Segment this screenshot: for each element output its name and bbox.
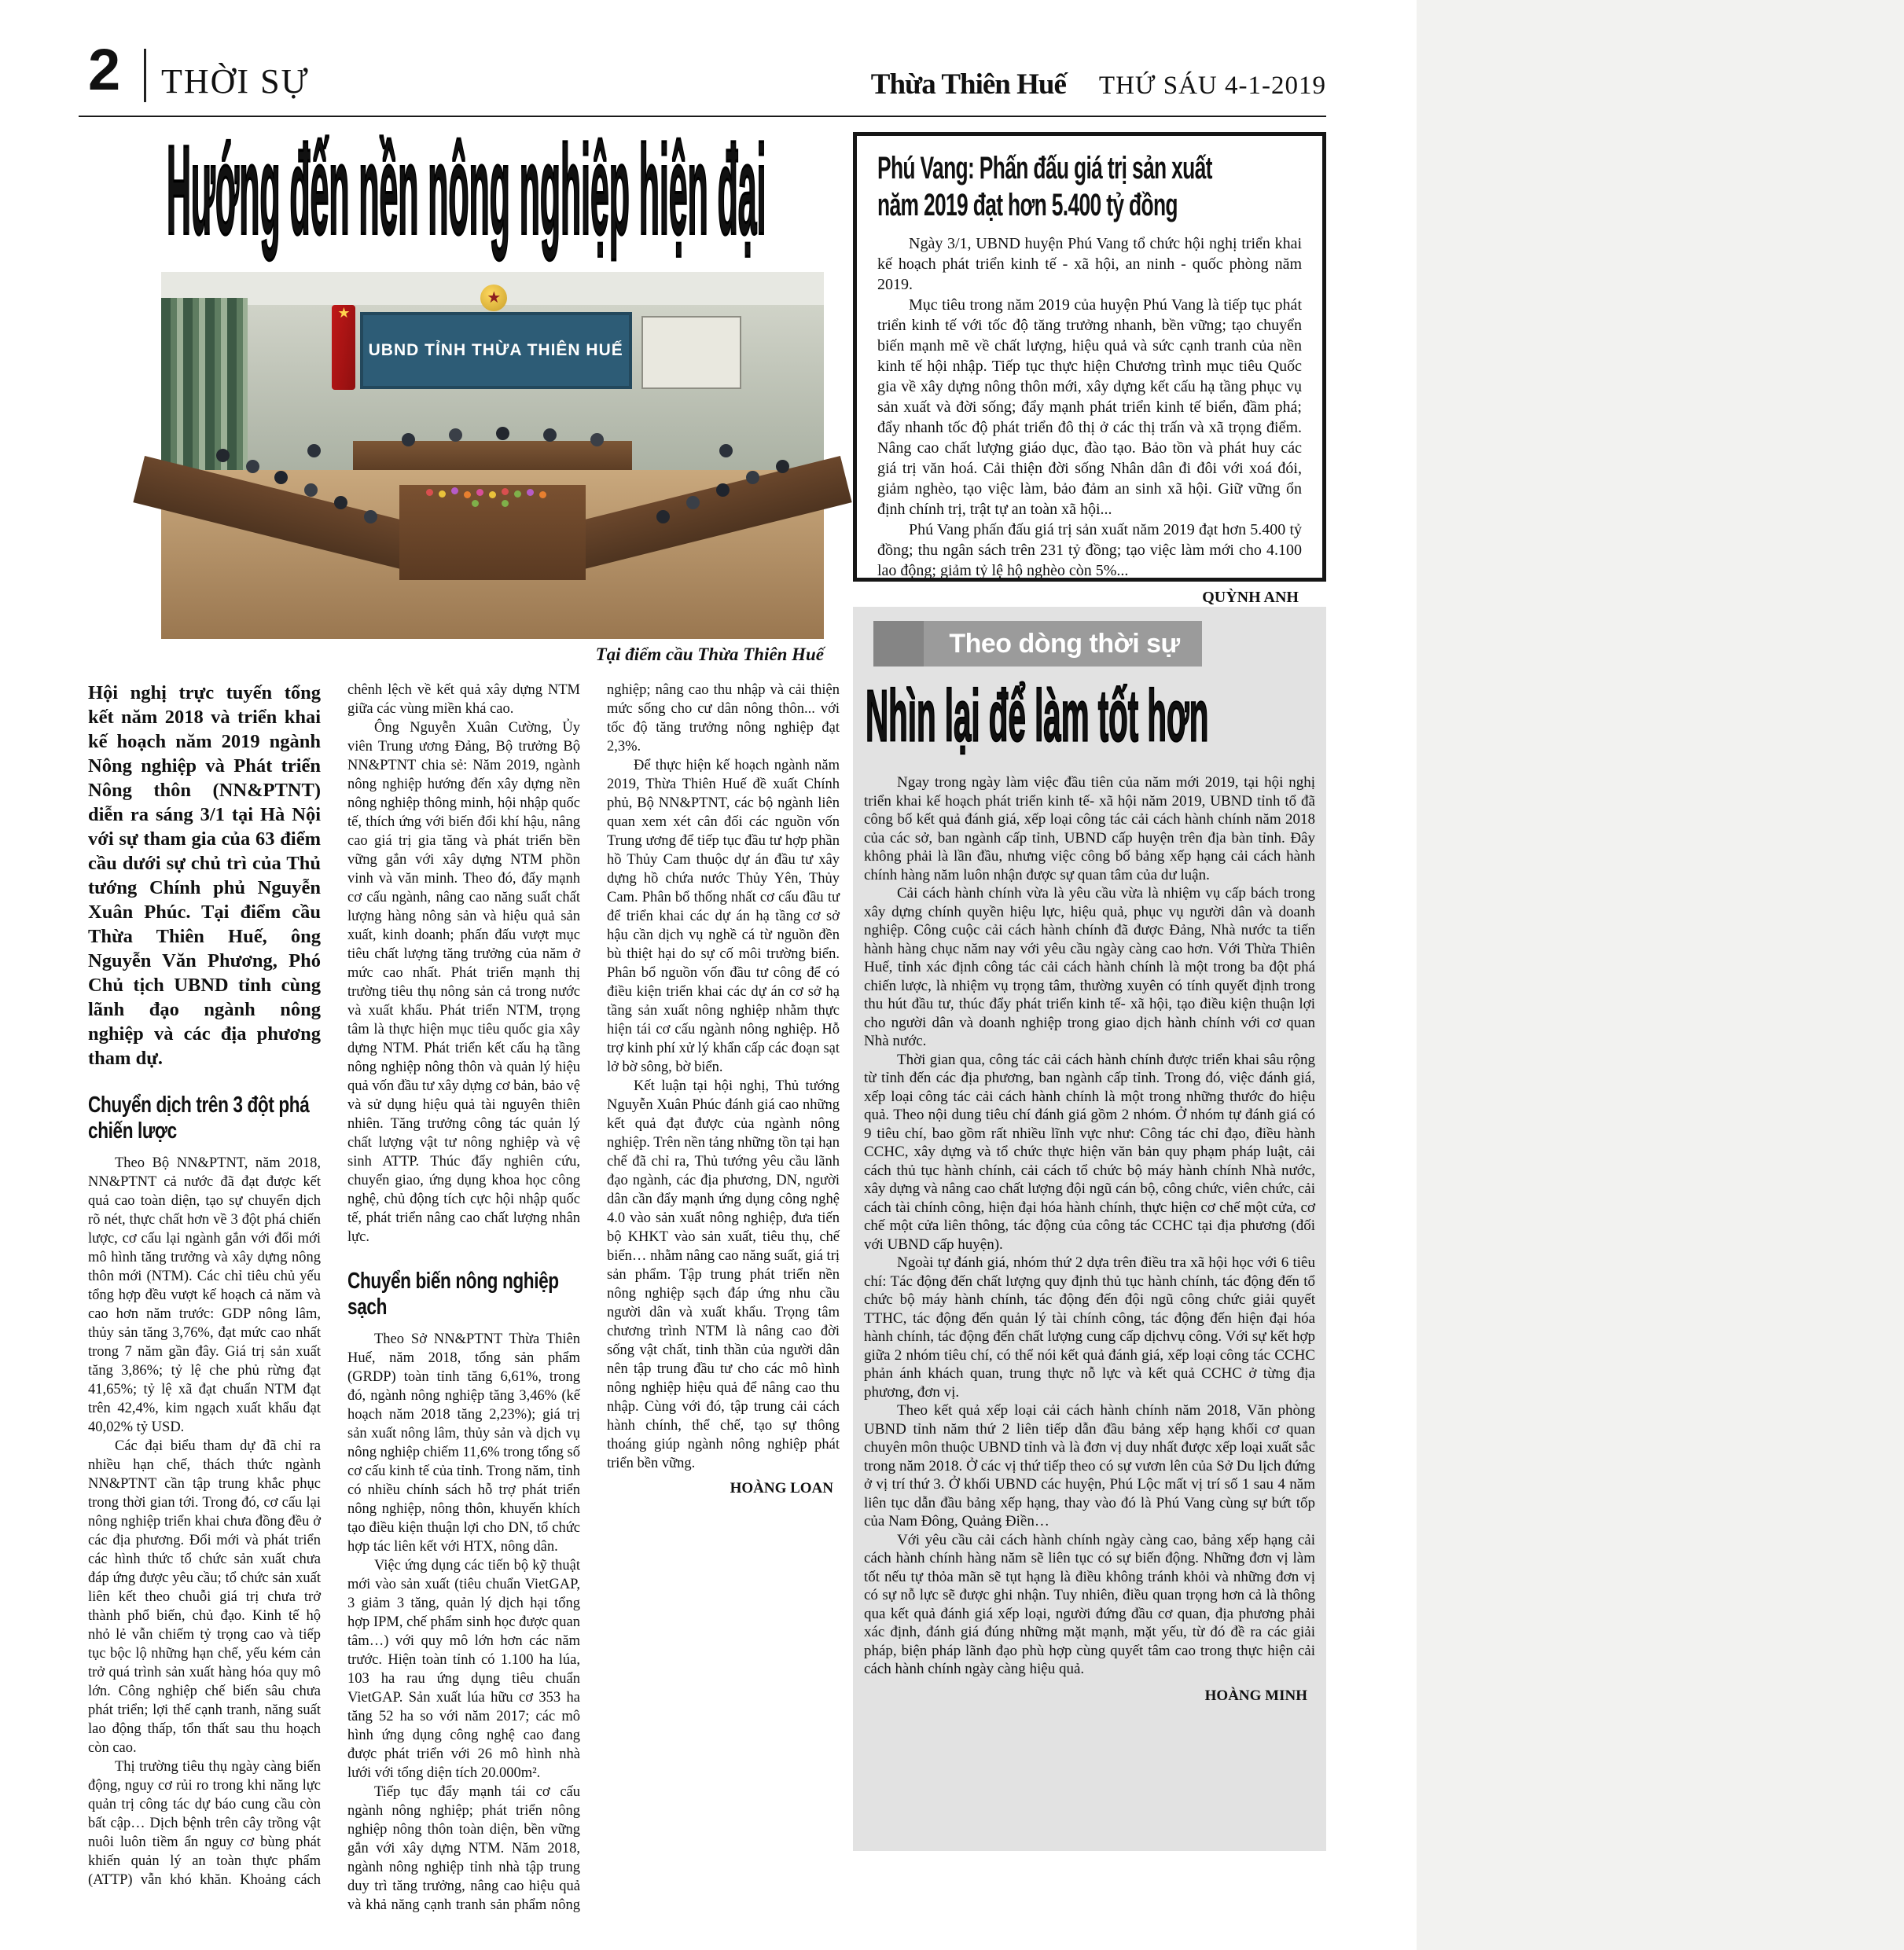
paragraph: Phú Vang phấn đấu giá trị sản xuất năm 2019 đạt hơn 5.400 tỷ đồng; thu ngân sách trên 231 tỷ đồng; tạo việc làm mới cho 4.100 lao động; giảm tỷ lệ hộ nghèo còn 5%... (877, 521, 1302, 579)
paragraph: Tiếp tục đẩy mạnh tái cơ cấu ngành nông nghiệp; phát triển nông nghiệp nông thôn toàn diện, bền vững gắn với xây dựng NTM. Năm 2018, ngành nông nghiệp tỉnh nhà tập trung duy trì tăng trưởng, nâng cao hiệu quả và khả năng cạnh tranh sản phẩm nông nghiệp; nâng cao thu nhập và cải thiện mức sống cho cư dân nông thôn... với tốc độ tăng trưởng nông nghiệp đạt 2,3%. (347, 682, 840, 1913)
photo-banner-text: UBND TỈNH THỪA THIÊN HUẾ (368, 341, 623, 360)
boxed-article (853, 132, 1326, 606)
paragraph: Thị trường tiêu thụ ngày càng biến động, nguy cơ rủi ro trong khi năng lực quản trị công tác dự báo cung cầu còn bất cập… Dịch bệnh trên cây trồng vật nuôi luôn tiềm ẩn nguy cơ bùng phát khiến quản lý an toàn thực phẩm (ATTP) vẫn khó khăn. Khoảng cách chênh lệch về kết quả xây dựng NTM giữa các vùng miền khá cao. (88, 682, 580, 1888)
boxed-article-body (877, 233, 1302, 581)
opinion-body (864, 773, 1315, 1705)
paragraph: Với yêu cầu cải cách hành chính ngày càng cao, bảng xếp hạng cải cách hành chính hàng năm sẽ liên tục có sự biến động. Những đơn vị làm tốt nếu tự thỏa mãn sẽ tụt hạng là điều không tránh khỏi và những đơn vị có sự nỗ lực sẽ được ghi nhận. Tuy nhiên, điều quan trọng hơn cả là thông qua kết quả đánh giá xếp loại, người đứng đầu cơ quan, địa phương phải xác định, đánh giá đúng những mặt mạnh, mặt yếu, từ đó đề ra các giải pháp, biện pháp lãnh đạo phù hợp cùng quyết tâm cao trong thực hiện cải cách hành chính ngày càng hiệu quả. (864, 1531, 1315, 1677)
opinion-headline: Nhìn lại để làm tốt hơn (866, 674, 1209, 757)
page-number: 2 (88, 37, 121, 102)
boxed-article-title-line1: Phú Vang: Phấn đấu giá trị sản xuất (877, 151, 1212, 185)
paragraph: Ông Nguyễn Xuân Cường, Ủy viên Trung ương Đảng, Bộ trưởng Bộ NN&PTNT chia sẻ: Năm 2019, ngành nông nghiệp hướng đến xây dựng nền nông nghiệp thông minh, hội nhập quốc tế, thích ứng với biến đổi khí hậu, nâng cao giá trị gia tăng và phát triển bền vững gắn với xây dựng NTM phồn vinh và văn minh. Theo đó, đẩy mạnh cơ cấu ngành, nâng cao năng suất chất lượng hàng nông sản và hiệu quả sản xuất, kinh doanh; phấn đấu vượt mục tiêu chất lượng tăng trưởng của năm ở mức cao nhất. Phát triển mạnh thị trường tiêu thụ nông sản cả trong nước và xuất khẩu. Phát triển NTM, trọng tâm là thực hiện mục tiêu quốc gia xây dựng NTM. Phát triển kết cấu hạ tầng nông nghiệp nông thôn và quản lý hiệu quả vốn đầu tư xây dựng cơ bản, bảo vệ và sử dụng hiệu quả tài nguyên thiên nhiên. Tăng trưởng công tác quản lý chất lượng vật tư nông nghiệp và vệ sinh ATTP. Thúc đẩy nghiên cứu, chuyển giao, ứng dụng khoa học công nghệ, chủ động tích cực hội nhập quốc tế, phát triển nâng cao chất lượng nhân lực. (347, 720, 580, 1245)
paragraph: Theo Sở NN&PTNT Thừa Thiên Huế, năm 2018, tổng sản phẩm (GRDP) toàn tỉnh tăng 6,61%, trong đó, ngành nông nghiệp tăng 3,46% (kế hoạch năm 2018 tăng 2,23%); giá trị sản xuất nông lâm, thủy sản và dịch vụ nông nghiệp chiếm 11,6% trong tổng số cơ cấu kinh tế của tỉnh. Trong năm, tỉnh có nhiều chính sách hỗ trợ phát triển nông nghiệp, nông thôn, khuyến khích tạo điều kiện thuận lợi cho DN, tổ chức hợp tác liên kết với HTX, nông dân. (347, 1331, 580, 1555)
issue-date: THỨ SÁU 4-1-2019 (1098, 72, 1326, 100)
paragraph: Ngày 3/1, UBND huyện Phú Vang tổ chức hội nghị triển khai kế hoạch phát triển kinh tế - xã hội, an ninh - quốc phòng năm 2019. (877, 235, 1302, 293)
conference-table-head (353, 441, 631, 470)
attendees (216, 449, 230, 462)
photo-caption: Tại điểm cầu Thừa Thiên Huế (595, 644, 824, 664)
paragraph: Việc ứng dụng các tiến bộ kỹ thuật mới vào sản xuất (tiêu chuẩn VietGAP, 3 giảm 3 tăng, quản lý dịch hại tổng hợp IPM, chế phẩm sinh học được quan tâm…) với quy mô lớn hơn các năm trước. Hiện toàn tỉnh có 1.100 ha lúa, 103 ha rau ứng dụng tiêu chuẩn VietGAP. Sản xuất lúa hữu cơ 353 ha tăng 52 ha so với năm 2017; các mô hình ứng dụng công nghệ cao đang được phát triển với 26 mô hình nhà lưới với tổng diện tích 20.000m². (347, 1558, 580, 1781)
paragraph: Ngay trong ngày làm việc đầu tiên của năm mới 2019, tại hội nghị triển khai kế hoạch phát triển kinh tế- xã hội năm 2019, UBND tỉnh tổ đã công bố kết quả đánh giá, xếp loại công tác cải cách hành chính năm 2018 của các sở, ban ngành cấp tỉnh, UBND cấp huyện trên địa bàn tỉnh. Đây không phải là lần đầu, nhưng việc công bố bảng xếp hạng cải cách hành chính hàng năm luôn nhận được sự quan tâm của dư luận. (864, 774, 1315, 883)
header-rule (79, 116, 1326, 117)
article-lead: Hội nghị trực tuyến tổng kết năm 2018 và triển khai kế hoạch năm 2019 ngành Nông nghiệp và Phát triển Nông thôn (NN&PTNT) diễn ra sáng 3/1 tại Hà Nội với sự tham gia của 63 điểm cầu dưới sự chủ trì của Thủ tướng Chính phủ Nguyễn Xuân Phúc. Tại điểm cầu Thừa Thiên Huế, ông Nguyễn Văn Phương, Phó Chủ tịch UBND tỉnh cùng lãnh đạo ngành nông nghiệp và các địa phương tham dự. (88, 682, 321, 1069)
boxed-article-title (877, 150, 1302, 224)
paragraph: Theo Bộ NN&PTNT, năm 2018, NN&PTNT cả nước đã đạt được kết quả cao toàn diện, tạo sự chuyển dịch rõ nét, thực chất hơn về 3 đột phá chiến lược, cơ cấu lại ngành gắn với đổi mới mô hình tăng trưởng và xây dựng nông thôn mới (NTM). Các chỉ tiêu chủ yếu tổng hợp đều vượt kế hoạch cả năm và cao hơn năm trước: GDP nông lâm, thủy sản tăng 3,76%, đạt mức cao nhất trong 7 năm gần đây. Giá trị sản xuất tăng 3,86%; tỷ lệ che phủ rừng đạt 41,65%; tỷ lệ xã đạt chuẩn NTM đạt trên 42,4%, kim ngạch xuất khẩu đạt 40,02% tỷ USD. (88, 1155, 321, 1435)
boxed-article-title-line2: năm 2019 đạt hơn 5.400 tỷ đồng (877, 188, 1178, 222)
main-article-body (88, 681, 840, 1918)
header-divider (144, 49, 146, 102)
paragraph: Thời gian qua, công tác cải cách hành chính được triển khai sâu rộng từ tỉnh đến các địa phương, ban ngành cấp tỉnh. Trong đó, việc đánh giá, xếp loại công tác cải cách hành chính là một trong những thước đo hiệu quả. Theo nội dung tiêu chí đánh giá gồm 2 nhóm. Ở nhóm tự đánh giá có 9 tiêu chí, bao gồm rất nhiều lĩnh vực như: Công tác chỉ đạo, điều hành CCHC, xây dựng và tổ chức thực hiện văn bản quy phạm pháp luật, cải cách thủ tục hành chính, cải cách tổ chức bộ máy hành chính Nhà nước, xây dựng và nâng cao chất lượng đội ngũ cán bộ, công chức, viên chức, cải cách tài chính công, hiện đại hóa hành chính, thực hiện cơ chế một cửa, cơ chế một cửa liên thông, tác động của công tác CCHC tại địa phương (đối với UBND cấp huyện). (864, 1051, 1315, 1253)
conference-table-center (399, 485, 585, 580)
opinion-byline: HOÀNG MINH (1204, 1687, 1307, 1704)
kicker-block (873, 621, 924, 667)
red-flag-icon: ★ (332, 305, 355, 390)
flower-centerpiece (426, 489, 433, 496)
subhead-2: Chuyển biến nông nghiệp sạch (347, 1269, 559, 1320)
opinion-paragraphs (864, 773, 1315, 1679)
paragraph: Các đại biểu tham dự đã chỉ ra nhiều hạn chế, thách thức ngành NN&PTNT cần tập trung khắc phục trong thời gian tới. Trong đó, cơ cấu lại nông nghiệp triển khai chưa đồng đều ở các địa phương. Đổi mới và phát triển các hình thức tổ chức sản xuất chưa đáp ứng được yêu cầu; tổ chức sản xuất liên kết theo chuỗi giá trị chưa trở thành phổ biến, chủ đạo. Kinh tế hộ nhỏ lẻ vẫn chiếm tỷ trọng cao và tiếp tục bộc lộ những hạn chế, yếu kém cản trở quá trình sản xuất hàng hóa quy mô lớn. Công nghiệp chế biến sâu chưa phát triển; lợi thế cạnh tranh, năng suất lao động thấp, tổn thất sau thu hoạch còn cao. (88, 1438, 321, 1756)
header-right (871, 68, 1326, 101)
subhead-1: Chuyển dịch trên 3 đột phá chiến lược (88, 1093, 310, 1144)
main-article-byline: HOÀNG LOAN (730, 1480, 833, 1496)
paragraph: Cải cách hành chính vừa là yêu cầu vừa là nhiệm vụ cấp bách trong xây dựng chính quyền hiệu lực, hiệu quả, phục vụ người dân và doanh nghiệp. Công cuộc cải cách hành chính đã được Đảng, Nhà nước ta tiến hành hàng chục năm nay với yêu cầu ngày càng cao hơn. Với Thừa Thiên Huế, tỉnh xác định công tác cải cách hành chính là một trong ba đột phá chiến lược, là nhiệm vụ trọng tâm, thường xuyên có tính quyết định trong thu hút đầu tư, thúc đẩy phát triển kinh tế- xã hội, tạo điều kiện thuận lợi cho người dân và doanh nghiệp trong giao dịch hành chính với cơ quan Nhà nước. (864, 885, 1315, 1049)
kicker-bar (873, 621, 1202, 667)
projection-screen (641, 316, 741, 389)
national-emblem-icon: ★ (480, 285, 507, 311)
conference-photo (161, 272, 824, 639)
photo-backdrop-banner (360, 312, 632, 389)
paragraph: Để thực hiện kế hoạch ngành năm 2019, Thừa Thiên Huế đề xuất Chính phủ, Bộ NN&PTNT, các bộ ngành liên quan xem xét cân đối các nguồn vốn Trung ương để tiếp tục đầu tư hợp phần hồ Thủy Cam thuộc dự án đầu tư xây dựng hồ chứa nước Thủy Yên, Thủy Cam. Phân bổ thống nhất cơ cấu đầu tư để triển khai các dự án hạ tầng cơ sở hậu cần dịch vụ nghề cá từ nguồn đền bù thiệt hại do sự cố môi trường biển. Phân bổ nguồn vốn đầu tư công để có điều kiện triển khai các dự án cơ sở hạ tầng sản xuất nông nghiệp nhằm thực hiện tái cơ cấu ngành nông nghiệp. Hỗ trợ kinh phí xử lý khẩn cấp các đoạn sạt lở bờ sông, bờ biển. (607, 758, 840, 1075)
section-title: THỜI SỰ (161, 62, 310, 101)
main-headline: Hướng đến nền nông nghiệp hiện đại (167, 119, 766, 262)
paragraph: Ngoài tự đánh giá, nhóm thứ 2 dựa trên điều tra xã hội học với 6 tiêu chí: Tác động đến chất lượng quy định thủ tục hành chính, tác động đến tổ chức bộ máy hành chính, tác động đến đội ngũ công chức giải quyết TTHC, tác động đến quản lý tài chính công, tác động đến hiện đại hóa hành chính, tác động đến chất lượng cung cấp dịchvụ công. Với sự kết hợp giữa 2 nhóm tiêu chí, có thể nói kết quả đánh giá, xếp loại công tác CCHC phản ánh khách quan, trung thực nỗ lực và kết quả CCHC ở từng địa phương, đơn vị. (864, 1254, 1315, 1401)
opinion-panel (853, 607, 1326, 1851)
kicker-label: Theo dòng thời sự (949, 629, 1180, 659)
paragraph: Kết luận tại hội nghị, Thủ tướng Nguyễn Xuân Phúc đánh giá cao những kết quả đạt được của ngành nông nghiệp. Trên nền tảng những tồn tại hạn chế đã chỉ ra, Thủ tướng yêu cầu lãnh đạo ngành, các địa phương, DN, người dân cần đẩy mạnh ứng dụng công nghệ 4.0 vào sản xuất nông nghiệp, đưa tiến bộ KHKT vào sản xuất, tiêu thụ, chế biến… nhằm nâng cao năng suất, giá trị sản phẩm. Tập trung phát triển nền nông nghiệp sạch đáp ứng nhu cầu người dân và xuất khẩu. Trọng tâm chương trình NTM là nâng cao đời sống vật chất, tinh thần của người dân nên tập trung đầu tư cho các mô hình nông nghiệp hiệu quả để nâng cao thu nhập. Cùng với đó, tập trung cải cách hành chính, thể chế, tạo sự thông thoáng giúp ngành nông nghiệp phát triển bền vững. (607, 1078, 840, 1471)
paragraph: Mục tiêu trong năm 2019 của huyện Phú Vang là tiếp tục phát triển kinh tế với tốc độ tăng trưởng nhanh, bền vững; tạo chuyển biến mạnh mẽ về chất lượng, hiệu quả và sức cạnh tranh của nền kinh tế hội nhập. Tiếp tục thực hiện Chương trình mục tiêu Quốc gia về xây dựng nông thôn mới, xây dựng kết cấu hạ tầng phục vụ sản xuất và đời sống; đẩy mạnh phát triển kinh tế biển, đầm phá; đẩy nhanh tốc độ phát triển đô thị ở các thị trấn và xã trọng điểm. Nâng cao chất lượng giáo dục, đào tạo. Bảo tồn và phát huy các giá trị văn hoá. Cải thiện đời sống Nhân dân đi đôi với xoá đói, giảm nghèo, tạo việc làm, bảo đảm an sinh xã hội. Giữ vững ổn định chính trị, trật tự an toàn xã hội... (877, 296, 1302, 518)
masthead: Thừa Thiên Huế (870, 68, 1066, 101)
boxed-article-byline: QUỲNH ANH (1202, 589, 1299, 606)
paragraph: Theo kết quả xếp loại cải cách hành chính năm 2018, Văn phòng UBND tỉnh năm thứ 2 liên tiếp dẫn đầu bảng xếp hạng khối cơ quan chuyên môn thuộc UBND tỉnh và là đơn vị duy nhất được xếp loại xuất sắc trong năm 2018. Ở các vị thứ tiếp theo có sự vươn lên của Sở Du lịch đứng ở vị trí thứ 3. Ở khối UBND các huyện, Phú Lộc mất vị trí số 1 sau 4 năm liên tục dẫn đầu bảng xếp hạng, thay vào đó là Phú Vang cùng sự bứt tốp của Nam Đông, Quảng Điền… (864, 1402, 1315, 1530)
